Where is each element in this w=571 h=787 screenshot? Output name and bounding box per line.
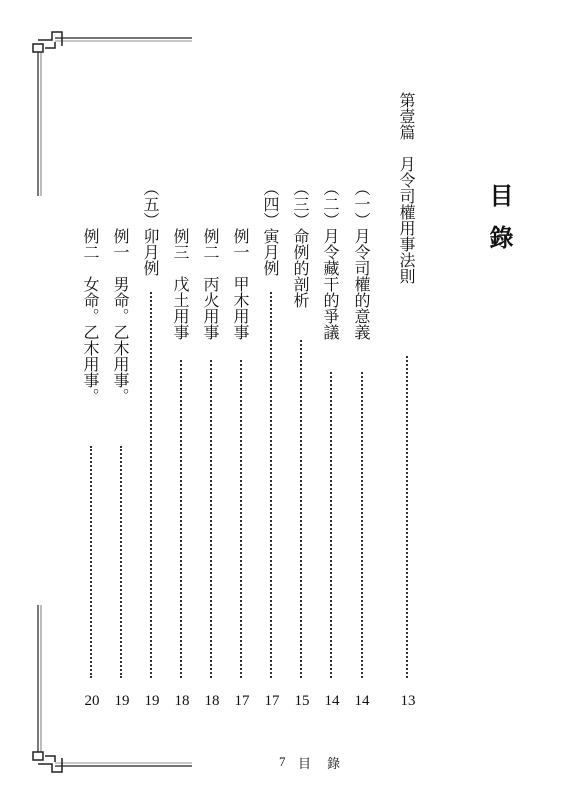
page-number: 17 (264, 693, 280, 709)
page-number: 19 (114, 693, 130, 709)
toc-title: 目錄 (485, 183, 513, 267)
leader-dots (406, 356, 408, 678)
leader-dots (270, 292, 272, 678)
footer-label: 目 錄 (298, 757, 347, 772)
toc-entry-example[interactable]: 例一 甲木用事 (231, 228, 250, 340)
footer-page-number: 7 (279, 754, 286, 769)
page-number: 14 (354, 693, 370, 709)
toc-entry-section1[interactable]: （一）月令司權的意義 (352, 180, 371, 340)
leader-dots (361, 372, 363, 678)
toc-entry-example[interactable]: 例二 丙火用事 (201, 228, 220, 340)
leader-dots (330, 372, 332, 678)
page-number: 17 (234, 693, 250, 709)
leader-dots (300, 340, 302, 678)
page-number: 19 (144, 693, 160, 709)
page-number: 20 (84, 693, 100, 709)
toc-entry-example[interactable]: 例二 女命。乙木用事。 (81, 228, 100, 404)
leader-dots (180, 360, 182, 678)
page-number: 18 (174, 693, 190, 709)
toc-entry-example[interactable]: 例一 男命。乙木用事。 (111, 228, 130, 404)
leader-dots (120, 446, 122, 678)
toc-entry-section5[interactable]: （五）卯月例 (141, 180, 160, 276)
page-number: 15 (294, 693, 310, 709)
toc-entry-example[interactable]: 例三 戊土用事 (171, 228, 190, 340)
page-number: 13 (400, 693, 416, 709)
toc-entry-part1[interactable]: 第壹篇 月令司權用事法則 (397, 92, 416, 284)
leader-dots (240, 360, 242, 678)
leader-dots (90, 446, 92, 678)
leader-dots (150, 292, 152, 678)
leader-dots (210, 360, 212, 678)
toc-entry-section4[interactable]: （四）寅月例 (261, 180, 280, 276)
toc-entry-section2[interactable]: （二）月令藏干的爭議 (321, 180, 340, 340)
toc-entry-section3[interactable]: （三）命例的剖析 (291, 180, 310, 308)
page-number: 18 (204, 693, 220, 709)
page-number: 14 (324, 693, 340, 709)
